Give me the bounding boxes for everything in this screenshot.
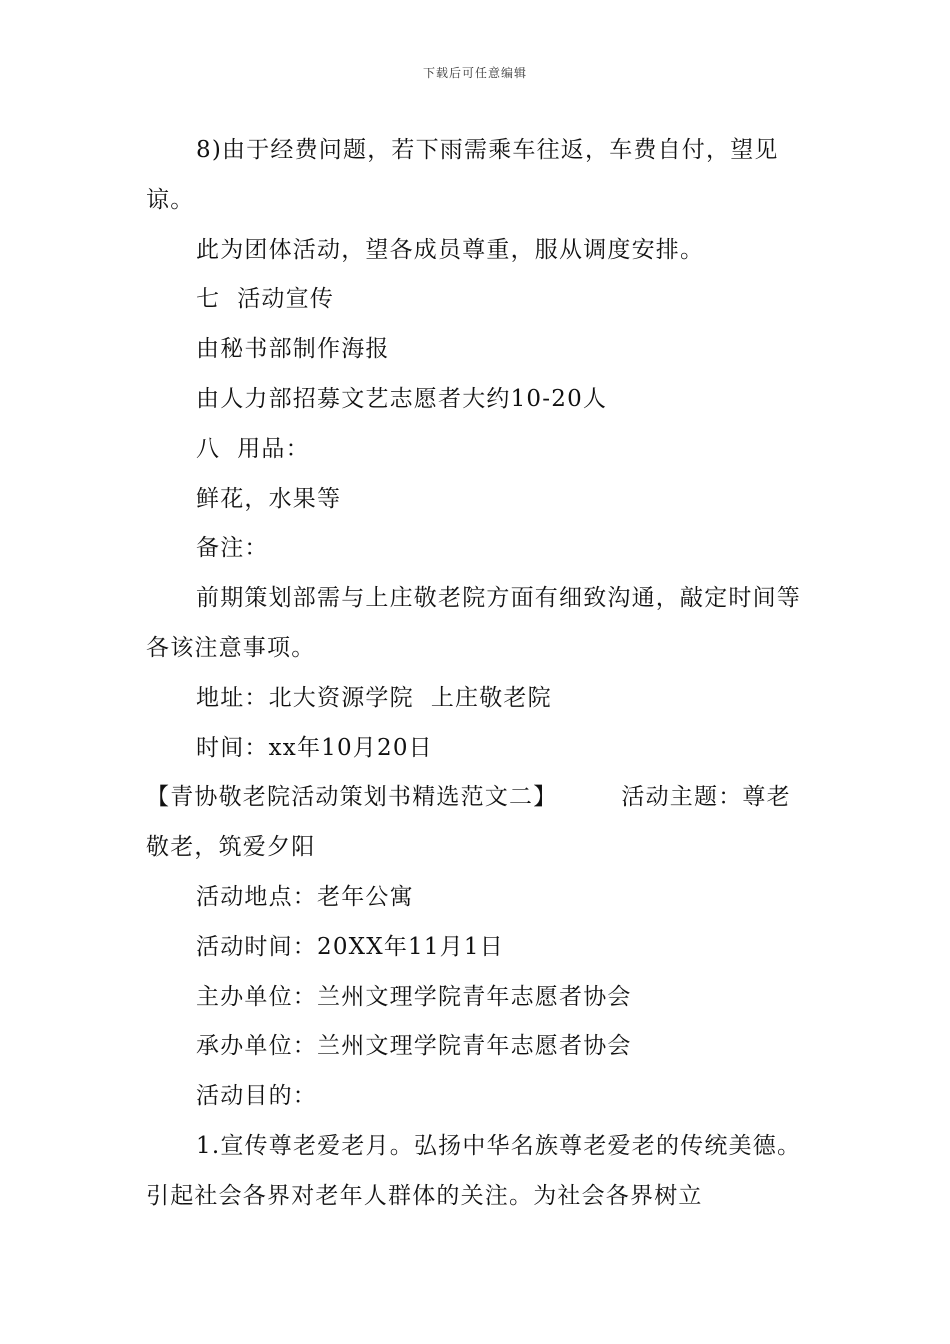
paragraph-notes-label: 备注： — [196, 535, 269, 562]
paragraph-purpose-one: 1.宣传尊老爱老月。弘扬中华名族尊老爱老的传统美德。引起社会各界对老年人群体的关注。为社会各界树立 — [146, 1132, 802, 1209]
paragraph-co-organizer: 承办单位：兰州文理学院青年志愿者协会 — [196, 1033, 632, 1060]
paragraph-purpose-label: 活动目的： — [196, 1083, 317, 1110]
paragraph-organizer: 主办单位：兰州文理学院青年志愿者协会 — [196, 983, 632, 1010]
paragraph-travel-expense: 8)由于经费问题，若下雨需乘车往返，车费自付，望见谅。 — [146, 137, 779, 213]
paragraph-date: 时间：xx年10月20日 — [196, 734, 433, 761]
paragraph-location: 活动地点：老年公寓 — [196, 883, 414, 910]
paragraph-poster: 由秘书部制作海报 — [196, 336, 390, 363]
page-header: 下载后可任意编辑 — [422, 66, 527, 80]
section-heading-publicity: 七 活动宣传 — [196, 286, 335, 313]
section-heading-supplies: 八 用品： — [196, 435, 310, 462]
paragraph-sample-two — [146, 773, 806, 873]
activity-theme: 活动主题：尊老敬老，筑爱夕阳 — [146, 784, 791, 861]
paragraph-group-activity: 此为团体活动，望各成员尊重，服从调度安排。 — [196, 236, 705, 263]
paragraph-activity-time: 活动时间：20XX年11月1日 — [196, 933, 504, 960]
paragraph-address: 地址：北大资源学院 上庄敬老院 — [196, 684, 552, 711]
document-body — [146, 126, 806, 1222]
paragraph-supplies-list: 鲜花，水果等 — [196, 485, 342, 512]
sample-two-title: 【青协敬老院活动策划书精选范文二】 — [146, 784, 558, 811]
paragraph-volunteers: 由人力部招募文艺志愿者大约10-20人 — [196, 385, 608, 412]
paragraph-planning-note: 前期策划部需与上庄敬老院方面有细致沟通，敲定时间等各该注意事项。 — [146, 585, 801, 661]
